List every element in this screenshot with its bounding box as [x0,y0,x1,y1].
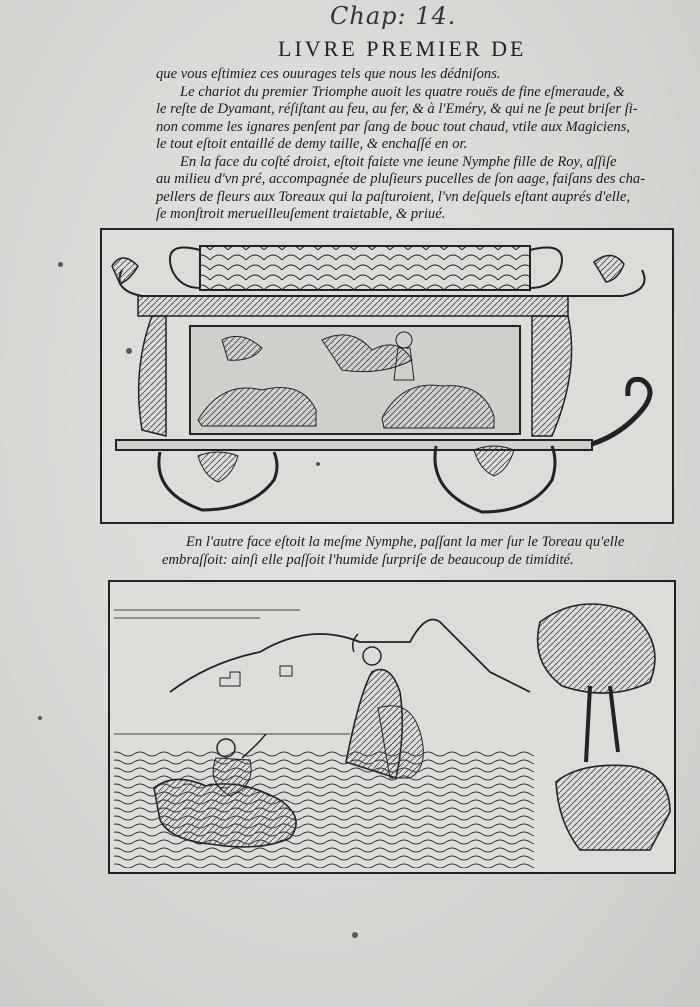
text-line: embraſſoit: ainſi elle paſſoit l'humide ſurpriſe de beaucoup de timidité. [162,551,574,568]
chariot-illustration [102,230,672,522]
text-line: pellers de fleurs aux Toreaux qui la paſturoient, l'vn deſquels eſtant auprés d'elle, [156,188,630,205]
text-line: que vous eſtimiez ces ouurages tels que nous les dédniſons. [156,66,501,82]
paper-stain [38,716,42,720]
text-line: le reſte de Dyamant, réſiſtant au feu, au fer, & à l'Eméry, & qui ne ſe peut briſer ſi- [156,101,638,117]
text-line: En la face du coſté droiɛt, eſtoit faiɛte vne ieune Nymphe fille de Roy, aſſiſe [180,153,617,170]
paper-stain [58,262,63,267]
europa-woodcut [108,580,676,874]
chariot-woodcut [100,228,674,524]
paper-stain [126,348,132,354]
text-line: ſe monſtroit merueilleuſement traiɛtable, & priué. [156,206,446,222]
text-line: le tout eſtoit entaillé de demy taille, & enchaſſé en or. [156,136,468,152]
text-line: En l'autre face eſtoit la meſme Nymphe, paſſant la mer ſur le Toreau qu'elle [186,534,625,550]
paper-stain [352,932,358,938]
text-line: non comme les ignares penſent par ſang de bouc tout chaud, vtile aux Magiciens, [156,118,631,135]
text-line: Le chariot du premier Triomphe auoit les quatre rouës de fine eſmeraude, & [180,83,625,100]
europa-illustration [110,582,674,872]
paper-stain [316,462,320,466]
text-line: au milieu d'vn pré, accompagnée de pluſieurs pucelles de ſon aage, faiſans des cha- [156,171,646,187]
passage-two [162,534,682,569]
handwritten-chapter-note: Chap: 14. [330,2,457,30]
running-head: LIVRE PREMIER DE [278,36,527,61]
passage-one [156,66,676,224]
